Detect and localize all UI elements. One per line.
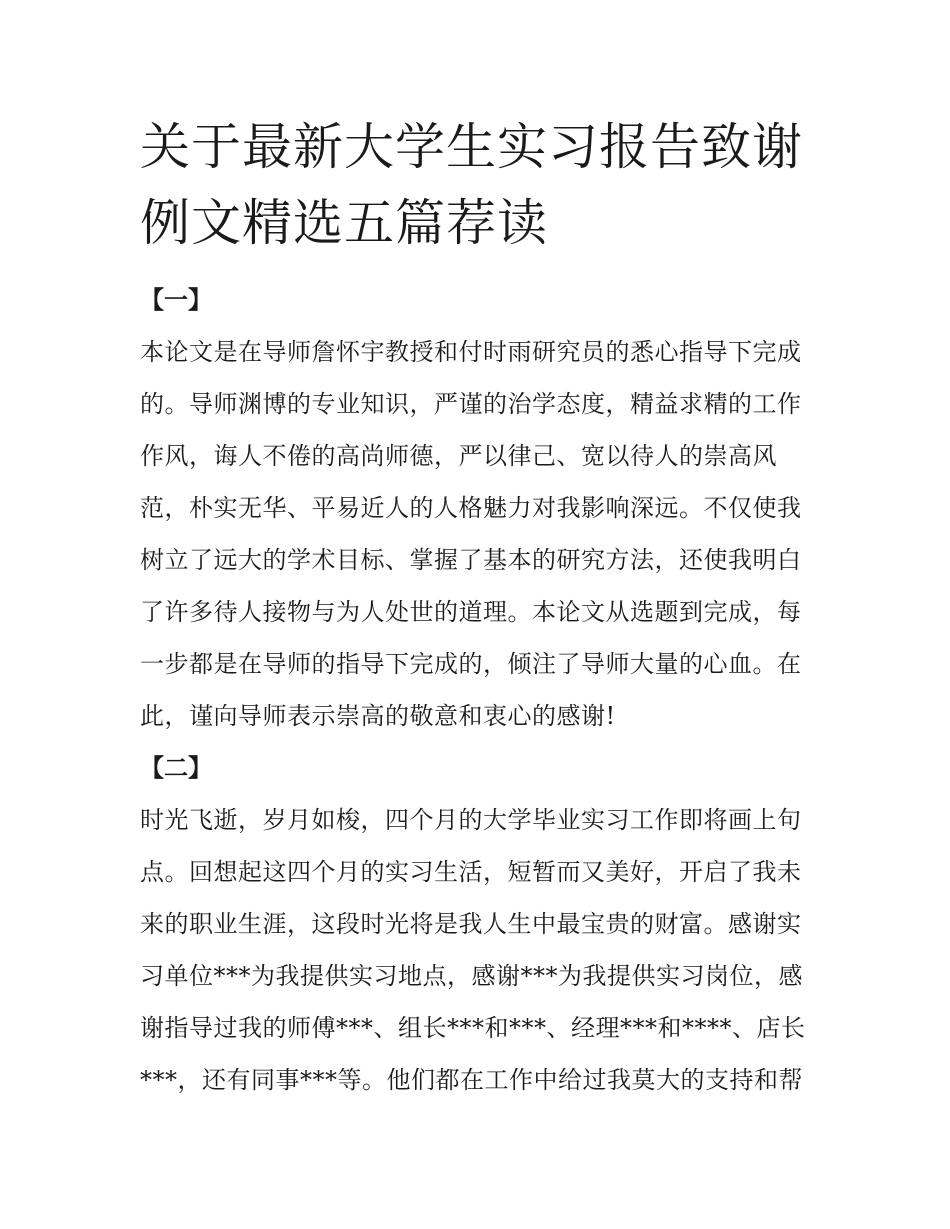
paragraph-line: 点。回想起这四个月的实习生活，短暂而又美好，开启了我未 bbox=[140, 858, 802, 886]
paragraph-line: 来的职业生涯，这段时光将是我人生中最宝贵的财富。感谢实 bbox=[140, 910, 802, 938]
paragraph-line: 时光飞逝，岁月如梭，四个月的大学毕业实习工作即将画上句 bbox=[140, 806, 802, 834]
paragraph-line: 范，朴实无华、平易近人的人格魅力对我影响深远。不仅使我 bbox=[140, 494, 802, 522]
document-page bbox=[140, 114, 820, 1106]
paragraph-line: 作风，诲人不倦的高尚师德，严以律己、宽以待人的崇高风 bbox=[140, 442, 777, 470]
paragraph-line: 习单位***为我提供实习地点，感谢***为我提供实习岗位，感 bbox=[140, 962, 803, 990]
section-heading-2: 【二】 bbox=[140, 753, 212, 782]
paragraph-line: 了许多待人接物与为人处世的道理。本论文从选题到完成，每 bbox=[140, 598, 802, 626]
section-heading-1: 【一】 bbox=[140, 285, 212, 314]
document-title-line-2: 例文精选五篇荐读 bbox=[140, 194, 548, 252]
paragraph-line: ***，还有同事***等。他们都在工作中给过我莫大的支持和帮 bbox=[140, 1066, 803, 1094]
paragraph-line: 的。导师渊博的专业知识，严谨的治学态度，精益求精的工作 bbox=[140, 390, 802, 418]
paragraph-line: 谢指导过我的师傅***、组长***和***、经理***和****、店长 bbox=[140, 1014, 806, 1042]
paragraph-line: 本论文是在导师詹怀宇教授和付时雨研究员的悉心指导下完成 bbox=[140, 338, 802, 366]
paragraph-line: 树立了远大的学术目标、掌握了基本的研究方法，还使我明白 bbox=[140, 546, 802, 574]
document-title-line-1: 关于最新大学生实习报告致谢 bbox=[140, 118, 803, 176]
paragraph-line: 一步都是在导师的指导下完成的，倾注了导师大量的心血。在 bbox=[140, 650, 802, 678]
paragraph-line: 此，谨向导师表示崇高的敬意和衷心的感谢! bbox=[140, 702, 616, 730]
